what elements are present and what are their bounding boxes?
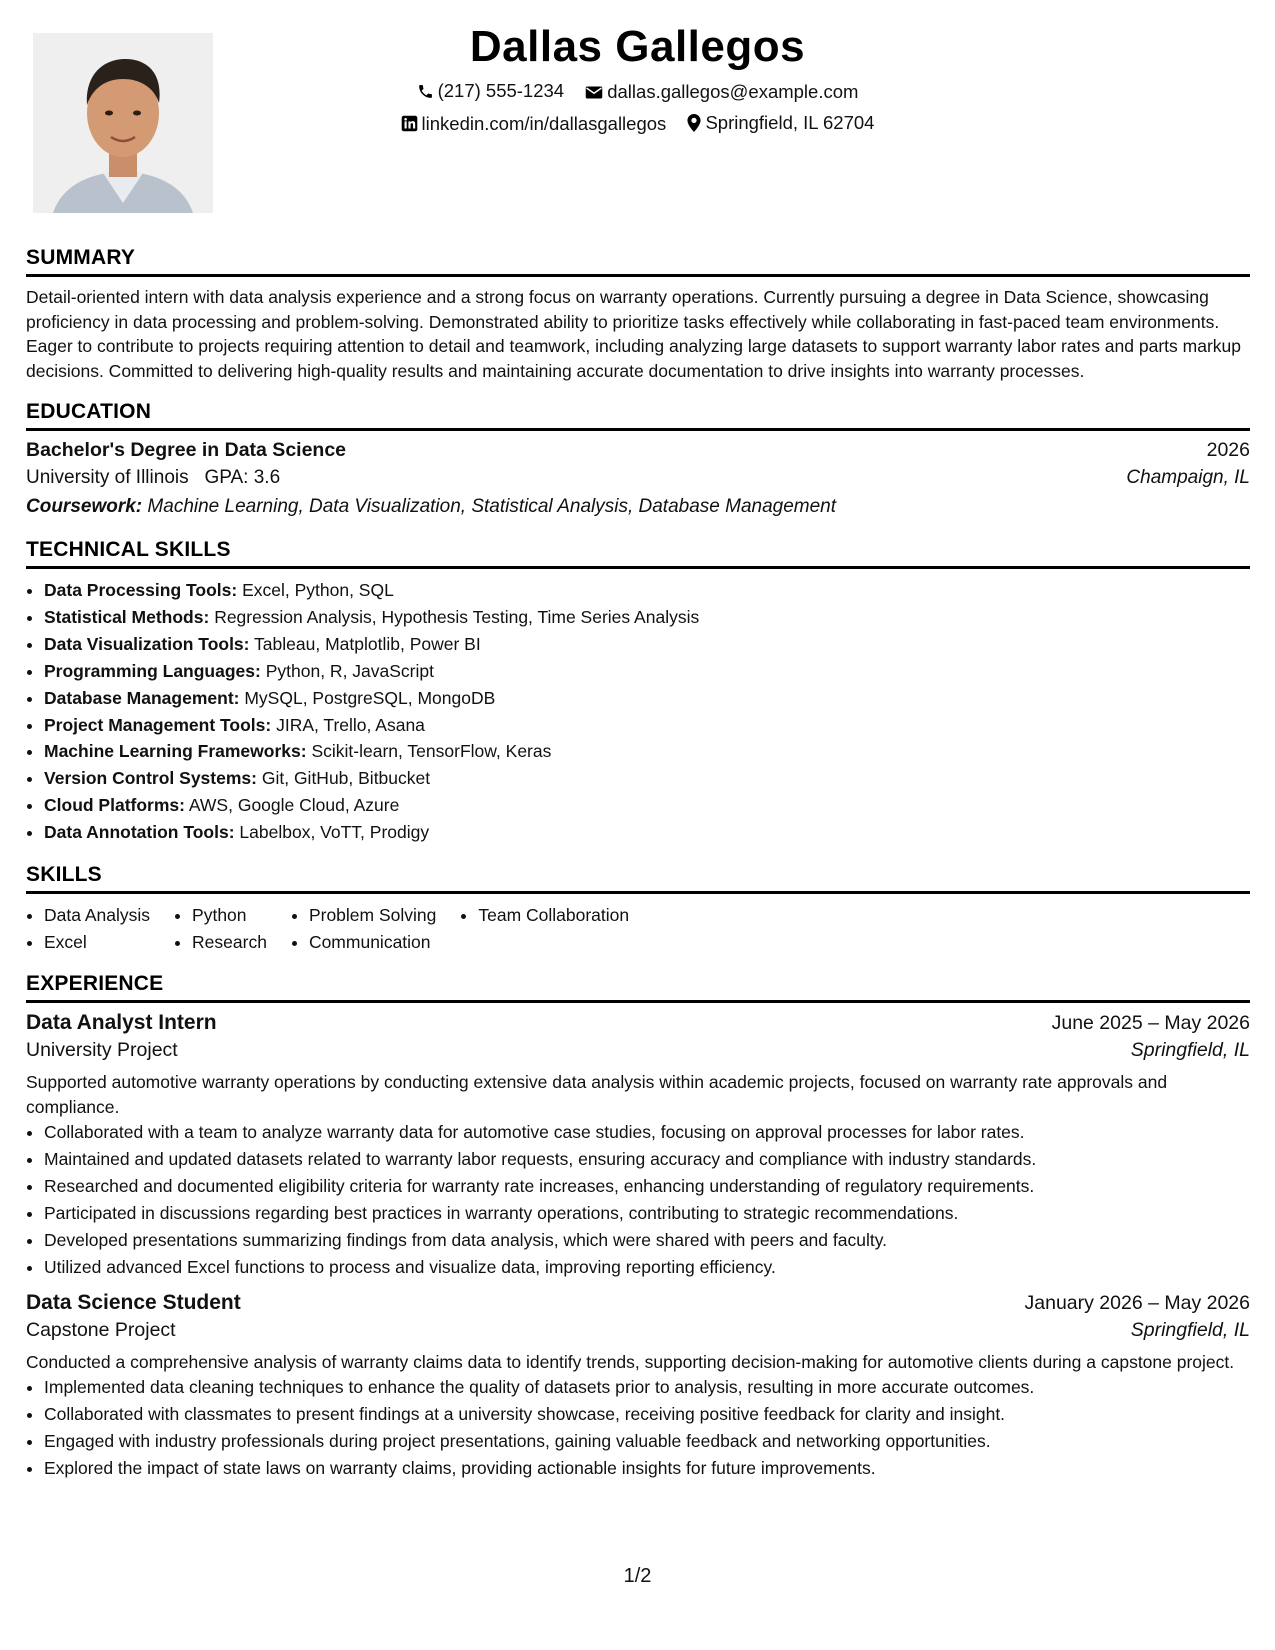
list-item: [44, 819, 1250, 846]
list-item: [44, 658, 1250, 685]
skill-label: Machine Learning Frameworks:: [44, 741, 307, 762]
skill-label: Data Processing Tools:: [44, 580, 238, 600]
skill-value: Python, R, JavaScript: [265, 660, 434, 681]
skills-section: [26, 863, 1250, 955]
skill-value: MySQL, PostgreSQL, MongoDB: [244, 687, 496, 708]
section-heading: EXPERIENCE: [26, 972, 1250, 1003]
job-subheader: [26, 1035, 1250, 1066]
skill-value: JIRA, Trello, Asana: [276, 714, 425, 735]
page-number: 1/2: [623, 1565, 652, 1587]
linkedin-icon: [401, 115, 418, 132]
list-item: • Research: [192, 929, 267, 956]
list-item: • Team Collaboration: [478, 902, 629, 929]
skill-label: Data Annotation Tools:: [44, 822, 235, 843]
envelope-icon: [585, 85, 603, 100]
skills-column: [291, 902, 436, 955]
list-item: • Utilized advanced Excel functions to process and visualize data, improving reporting efficiency.: [44, 1254, 1250, 1281]
job-entry: [26, 1291, 1250, 1482]
list-item: • Participated in discussions regarding best practices in warranty operations, contributing to strategic recommendations.: [44, 1200, 1250, 1227]
skill-value: Excel, Python, SQL: [242, 580, 394, 600]
skill-value: Labelbox, VoTT, Prodigy: [239, 822, 430, 843]
list-item: [44, 765, 1250, 792]
skill-label: Cloud Platforms:: [44, 795, 185, 816]
list-item: • Researched and documented eligibility criteria for warranty rate increases, enhancing understanding of regulatory requirements.: [44, 1173, 1250, 1200]
job-title: Data Analyst Intern: [26, 1011, 217, 1035]
technical-skills-section: [26, 538, 1250, 846]
job-description: Supported automotive warranty operations by conducting extensive data analysis within academic projects, focused on warranty rate approvals and compliance.: [26, 1072, 1168, 1117]
job-dates: June 2025 – May 2026: [1051, 1012, 1250, 1035]
contact-row-1: [0, 80, 1275, 105]
coursework: [26, 493, 1250, 521]
linkedin-text: linkedin.com/in/dallasgallegos: [421, 112, 667, 134]
education-section: [26, 400, 1250, 521]
map-pin-icon: [687, 114, 701, 132]
skills-columns: [26, 902, 1250, 955]
section-heading: EDUCATION: [26, 400, 1250, 431]
summary-text: Detail-oriented intern with data analysis experience and a strong focus on warranty operations. Currently pursuing a degree in Data Science, showcasing proficiency in data processing and problem-solving. Demonstrated ability to prioritize tasks effectively while collaborating in fast-paced team environments. Eager to contribute to projects requiring attention to detail and teamwork, including analyzing large datasets to support warranty labor rates and parts markup decisions. Committed to delivering high-quality results and maintaining accurate documentation to drive insights into warranty processes.: [26, 287, 1241, 381]
skill-value: Regression Analysis, Hypothesis Testing, Time Series Analysis: [214, 606, 700, 627]
skill-value: AWS, Google Cloud, Azure: [188, 795, 400, 816]
contact-email[interactable]: [585, 81, 858, 103]
skills-column: [174, 902, 267, 955]
school-row: [26, 462, 1250, 493]
list-item: • Collaborated with a team to analyze warranty data for automotive case studies, focusing on approval processes for labor rates.: [44, 1119, 1250, 1146]
skill-value: Git, GitHub, Bitbucket: [261, 768, 431, 789]
skill-value: Scikit-learn, TensorFlow, Keras: [311, 741, 552, 762]
skills-column: [460, 902, 629, 955]
list-item: [44, 604, 1250, 631]
skill-label: Statistical Methods:: [44, 606, 210, 627]
school-name: University of Illinois: [26, 467, 189, 488]
contact-phone: [417, 80, 565, 102]
gpa: GPA: 3.6: [204, 467, 281, 488]
skill-label: Data Visualization Tools:: [44, 633, 250, 654]
list-item: [44, 631, 1250, 658]
contact-row-2: [0, 112, 1275, 137]
skills-column: [26, 902, 150, 955]
section-heading: SUMMARY: [26, 246, 1250, 277]
contact-location: [687, 112, 874, 134]
phone-text: (217) 555-1234: [437, 80, 565, 101]
job-header: [26, 1291, 1250, 1315]
skill-label: Database Management:: [44, 687, 240, 708]
contact-linkedin[interactable]: [401, 113, 667, 135]
list-item: • Developed presentations summarizing findings from data analysis, which were shared with peers and faculty.: [44, 1227, 1250, 1254]
coursework-label: Coursework:: [26, 496, 143, 517]
degree-title: Bachelor's Degree in Data Science: [26, 439, 347, 461]
list-item: • Data Analysis: [44, 902, 150, 929]
job-dates: January 2026 – May 2026: [1024, 1291, 1250, 1314]
job-entry: [26, 1011, 1250, 1280]
job-bullets: [26, 1374, 1250, 1482]
job-org: Capstone Project: [26, 1318, 176, 1341]
job-bullets: [26, 1119, 1250, 1280]
list-item: • Engaged with industry professionals during project presentations, gaining valuable feedback and networking opportunities.: [44, 1428, 1250, 1455]
list-item: • Explored the impact of state laws on warranty claims, providing actionable insights for future improvements.: [44, 1455, 1250, 1482]
section-heading: SKILLS: [26, 863, 1250, 894]
job-title: Data Science Student: [26, 1290, 241, 1314]
job-subheader: [26, 1315, 1250, 1346]
job-location: Springfield, IL: [1130, 1039, 1250, 1062]
skill-value: Tableau, Matplotlib, Power BI: [254, 633, 481, 654]
list-item: [44, 738, 1250, 765]
job-header: [26, 1011, 1250, 1035]
job-description: Conducted a comprehensive analysis of warranty claims data to identify trends, supporting decision-making for automotive clients during a capstone project.: [26, 1351, 1235, 1372]
list-item: • Python: [192, 902, 267, 929]
summary-section: [26, 246, 1250, 383]
school-info: [26, 462, 280, 493]
section-heading: TECHNICAL SKILLS: [26, 538, 1250, 569]
job-location: Springfield, IL: [1130, 1318, 1250, 1341]
experience-section: [26, 972, 1250, 1482]
resume-body: [26, 246, 1250, 1499]
list-item: • Excel: [44, 929, 150, 956]
job-org: University Project: [26, 1039, 178, 1062]
email-text: dallas.gallegos@example.com: [607, 81, 859, 102]
school-location: Champaign, IL: [1126, 467, 1250, 488]
coursework-list: Machine Learning, Data Visualization, Statistical Analysis, Database Management: [147, 496, 837, 517]
phone-icon: [417, 83, 434, 100]
list-item: • Implemented data cleaning techniques to enhance the quality of datasets prior to analysis, resulting in more accurate outcomes.: [44, 1374, 1250, 1401]
location-text: Springfield, IL 62704: [705, 112, 875, 133]
list-item: • Maintained and updated datasets related to warranty labor requests, ensuring accuracy and compliance with industry standards.: [44, 1146, 1250, 1173]
skill-label: Version Control Systems:: [44, 768, 257, 789]
degree-year: 2026: [1206, 439, 1250, 461]
list-item: • Collaborated with classmates to present findings at a university showcase, receiving positive feedback for clarity and insight.: [44, 1401, 1250, 1428]
candidate-name: Dallas Gallegos: [469, 22, 806, 71]
list-item: [44, 577, 1250, 604]
list-item: • Communication: [309, 929, 436, 956]
skill-label: Project Management Tools:: [44, 714, 272, 735]
list-item: [44, 792, 1250, 819]
degree-row: [26, 439, 1250, 462]
list-item: [44, 712, 1250, 739]
list-item: [44, 685, 1250, 712]
list-item: • Problem Solving: [309, 902, 436, 929]
technical-skills-list: [26, 577, 1250, 846]
skill-label: Programming Languages:: [44, 660, 261, 681]
